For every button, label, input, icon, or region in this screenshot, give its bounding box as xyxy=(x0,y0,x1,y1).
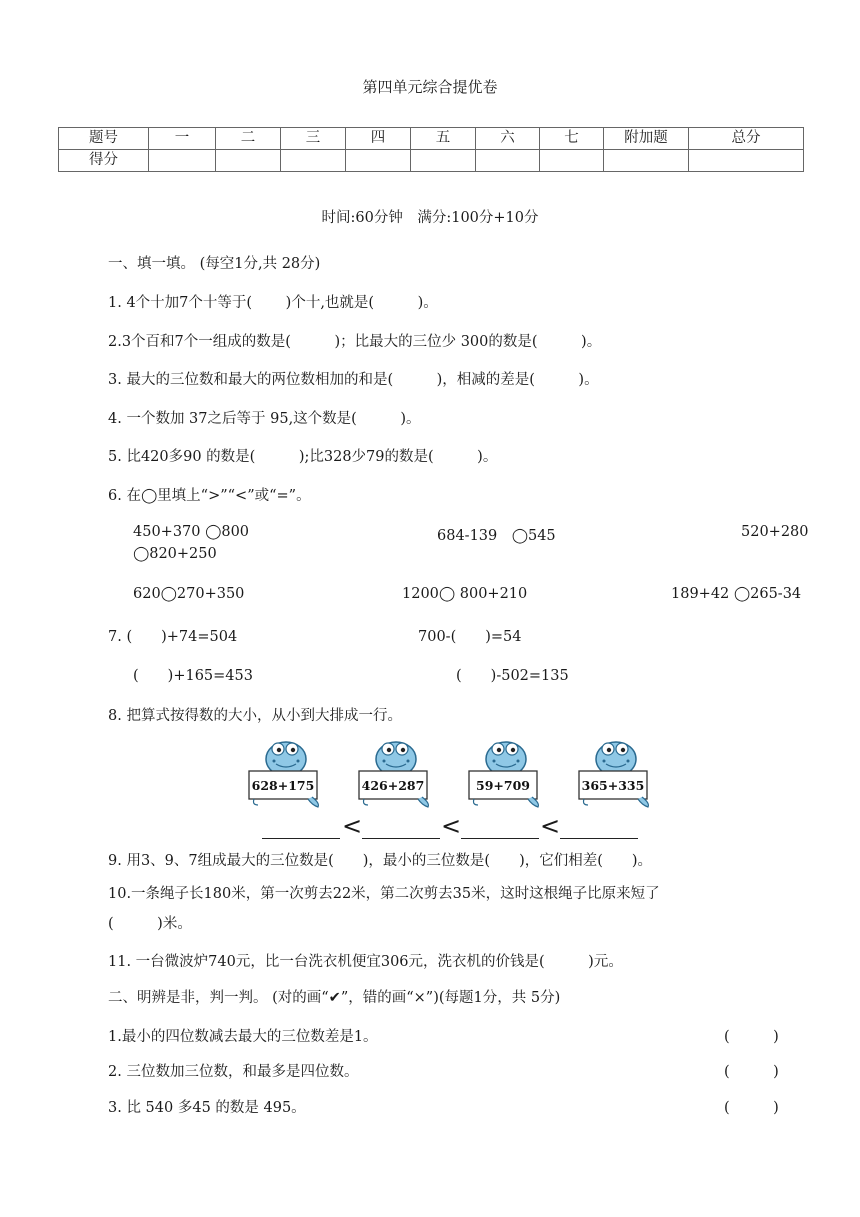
question-7b: 700-( )=54 xyxy=(418,629,522,645)
compare-item-d: 620◯270+350 xyxy=(133,586,245,602)
score-cell[interactable] xyxy=(346,150,411,172)
judge-item-3: 3. 比 540 多45 的数是 495。 xyxy=(108,1100,306,1116)
judge-item-2: 2. 三位数加三位数，和最多是四位数。 xyxy=(108,1064,359,1080)
question-10-continued: ( )米。 xyxy=(108,916,192,932)
score-header-cell: 一 xyxy=(149,128,216,150)
score-cell[interactable] xyxy=(540,150,604,172)
q8-creature-card xyxy=(246,737,326,809)
less-than-sign: < xyxy=(342,812,363,840)
creature-icon xyxy=(576,737,656,809)
score-table xyxy=(58,127,804,172)
card-expression: 628+175 xyxy=(251,778,315,793)
answer-blank-1[interactable] xyxy=(262,838,340,839)
score-cell[interactable] xyxy=(149,150,216,172)
score-header-cell: 六 xyxy=(476,128,540,150)
score-header-cell: 三 xyxy=(281,128,346,150)
compare-item-c2: ◯820+250 xyxy=(133,546,217,562)
time-info: 时间:60分钟 满分:100分+10分 xyxy=(321,210,539,226)
score-cell[interactable] xyxy=(476,150,540,172)
compare-item-f: 189+42 ◯265-34 xyxy=(671,586,802,602)
compare-item-b: 684-139 ◯545 xyxy=(437,528,556,544)
score-header-cell: 四 xyxy=(346,128,411,150)
question-4: 4. 一个数加 37之后等于 95,这个数是( )。 xyxy=(108,411,421,427)
question-2: 2.3个百和7个一组成的数是( )；比最大的三位少 300的数是( )。 xyxy=(108,334,602,350)
less-than-sign: < xyxy=(540,812,561,840)
judge-item-1: 1.最小的四位数减去最大的三位数差是1。 xyxy=(108,1029,378,1045)
score-cell[interactable] xyxy=(216,150,281,172)
question-5: 5. 比420多90 的数是( );比328少79的数是( )。 xyxy=(108,449,498,465)
less-than-sign: < xyxy=(441,812,462,840)
creature-icon xyxy=(356,737,436,809)
score-row-label: 得分 xyxy=(59,150,149,172)
card-expression: 365+335 xyxy=(581,778,645,793)
judge-answer-box-1[interactable]: ( ) xyxy=(724,1029,779,1045)
score-header-cell: 七 xyxy=(540,128,604,150)
answer-blank-3[interactable] xyxy=(461,838,539,839)
section1-heading: 一、填一填。 (每空1分,共 28分) xyxy=(108,256,321,272)
compare-item-c: 520+280 xyxy=(741,524,809,540)
score-table-header-row xyxy=(59,128,804,150)
compare-item-e: 1200◯ 800+210 xyxy=(402,586,528,602)
score-cell[interactable] xyxy=(604,150,689,172)
question-7d: ( )-502=135 xyxy=(456,668,569,684)
question-8: 8. 把算式按得数的大小，从小到大排成一行。 xyxy=(108,708,402,724)
question-6: 6. 在◯里填上“>”“<”或“=”。 xyxy=(108,488,311,504)
question-7c: ( )+165=453 xyxy=(133,668,253,684)
score-header-cell: 题号 xyxy=(59,128,149,150)
score-header-cell: 附加题 xyxy=(604,128,689,150)
score-table-score-row xyxy=(59,150,804,172)
q8-creature-card xyxy=(356,737,436,809)
question-10: 10.一条绳子长180米，第一次剪去22米，第二次剪去35米，这时这根绳子比原来短了 xyxy=(108,886,660,902)
card-expression: 426+287 xyxy=(361,778,425,793)
answer-blank-4[interactable] xyxy=(560,838,638,839)
question-9: 9. 用3、9、7组成最大的三位数是( )，最小的三位数是( )，它们相差( )。 xyxy=(108,853,653,869)
page-title: 第四单元综合提优卷 xyxy=(362,78,498,96)
question-3: 3. 最大的三位数和最大的两位数相加的和是( )，相减的差是( )。 xyxy=(108,372,599,388)
judge-answer-box-2[interactable]: ( ) xyxy=(724,1064,779,1080)
compare-item-a: 450+370 ◯800 xyxy=(133,524,250,540)
q8-creature-card xyxy=(576,737,656,809)
creature-icon xyxy=(246,737,326,809)
answer-blank-2[interactable] xyxy=(362,838,440,839)
score-header-cell: 总分 xyxy=(689,128,804,150)
question-11: 11. 一台微波炉740元，比一台洗衣机便宜306元，洗衣机的价钱是( )元。 xyxy=(108,954,623,970)
score-header-cell: 五 xyxy=(411,128,476,150)
question-1: 1. 4个十加7个十等于( )个十,也就是( )。 xyxy=(108,295,438,311)
q8-creature-card xyxy=(466,737,546,809)
section2-heading: 二、明辨是非，判一判。 (对的画“✔”，错的画“×”)(每题1分，共 5分) xyxy=(108,990,561,1006)
score-cell[interactable] xyxy=(689,150,804,172)
score-cell[interactable] xyxy=(411,150,476,172)
creature-icon xyxy=(466,737,546,809)
judge-answer-box-3[interactable]: ( ) xyxy=(724,1100,779,1116)
card-expression: 59+709 xyxy=(476,778,530,793)
score-cell[interactable] xyxy=(281,150,346,172)
score-header-cell: 二 xyxy=(216,128,281,150)
question-7a: 7. ( )+74=504 xyxy=(108,629,238,645)
